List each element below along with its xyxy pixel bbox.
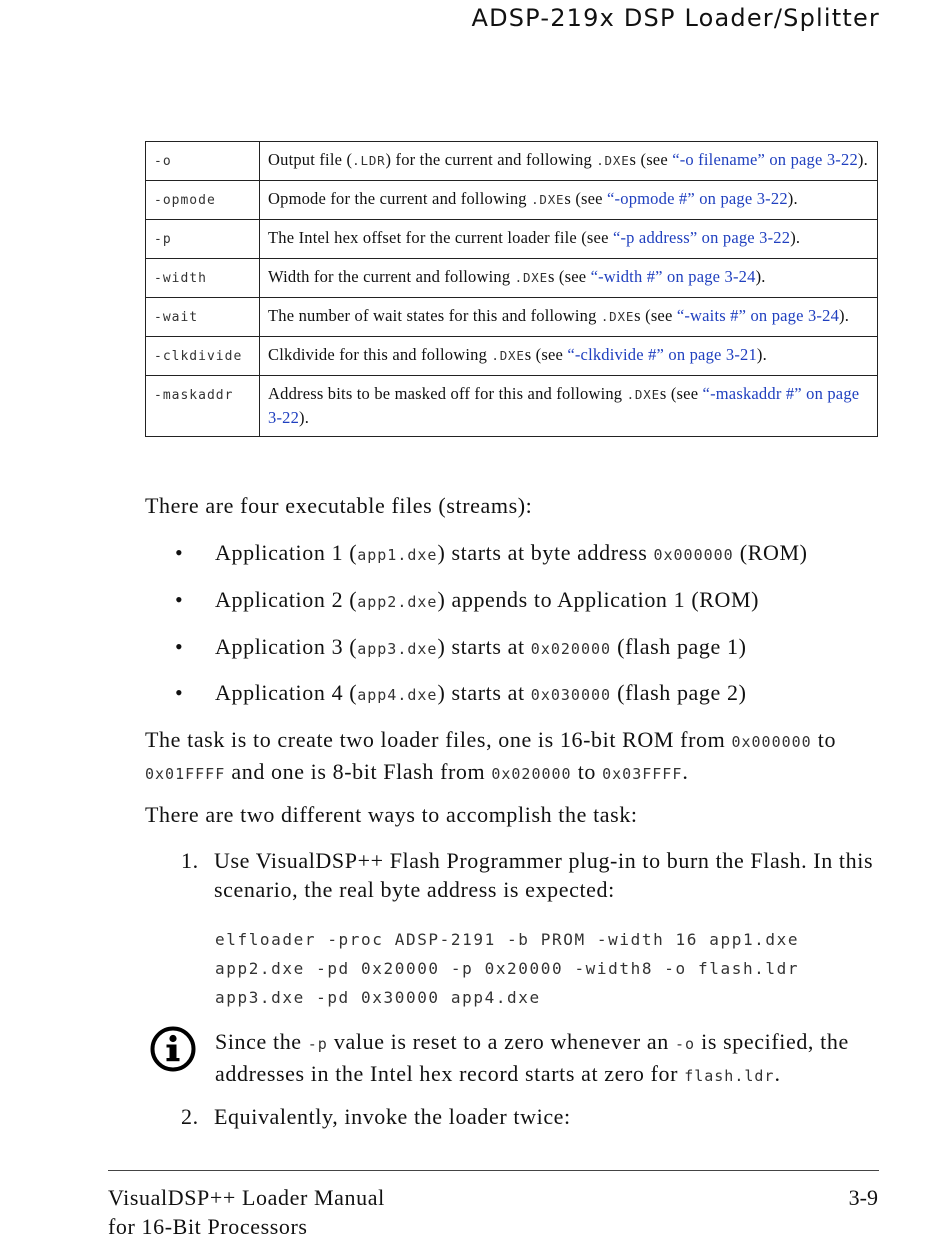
table-row — [146, 337, 878, 376]
description-cell: Opmode for the current and following .DXEs (see “-opmode #” on page 3-22). — [260, 181, 878, 220]
switch-cell: -clkdivide — [146, 337, 260, 376]
item-number: 2. — [181, 1104, 199, 1129]
description-cell: The Intel hex offset for the current loader file (see “-p address” on page 3-22). — [260, 220, 878, 259]
item-text: Use VisualDSP++ Flash Programmer plug-in to burn the Flash. In this scenario, the real byte address is expected: — [214, 848, 874, 902]
bullet-glyph: • — [175, 587, 184, 612]
table-row — [146, 181, 878, 220]
switch-table — [145, 141, 878, 437]
bullet-glyph: • — [175, 680, 184, 705]
switch-cell: -o — [146, 142, 260, 181]
table-row — [146, 259, 878, 298]
bullet-glyph: • — [175, 634, 184, 659]
footer-manual-title: VisualDSP++ Loader Manual for 16-Bit Processors — [108, 1185, 385, 1239]
item-text: Equivalently, invoke the loader twice: — [214, 1104, 571, 1129]
code-block — [215, 925, 799, 1012]
footer-divider — [108, 1170, 879, 1171]
bullet-glyph: • — [175, 540, 184, 565]
description-cell: Output file (.LDR) for the current and following .DXEs (see “-o filename” on page 3-22). — [260, 142, 878, 181]
code-line: app2.dxe -pd 0x20000 -p 0x20000 -width8 -o flash.ldr — [215, 959, 800, 978]
switch-cell: -maskaddr — [146, 376, 260, 437]
table-row — [146, 298, 878, 337]
switch-cell: -wait — [146, 298, 260, 337]
switch-cell: -opmode — [146, 181, 260, 220]
task-paragraph: The task is to create two loader files, one is 16-bit ROM from 0x000000 to 0x01FFFF and one is 8-bit Flash from 0x020000 to 0x03FFFF. — [145, 727, 837, 784]
cross-reference-link[interactable]: “-maskaddr #” on page 3-22 — [268, 384, 860, 427]
code-line: app3.dxe -pd 0x30000 app4.dxe — [215, 988, 541, 1007]
cross-reference-link[interactable]: “-opmode #” on page 3-22 — [607, 189, 788, 208]
item-number: 1. — [181, 848, 199, 873]
note-text: Since the -p value is reset to a zero whenever an -o is specified, the addresses in the Intel hex record starts at zero for flash.ldr. — [215, 1029, 849, 1086]
cross-reference-link[interactable]: “-o filename” on page 3-22 — [672, 150, 858, 169]
page-number: 3-9 — [848, 1185, 878, 1210]
ways-paragraph: There are two different ways to accomplish the task: — [145, 802, 638, 827]
info-icon — [150, 1026, 196, 1072]
cross-reference-link[interactable]: “-width #” on page 3-24 — [590, 267, 756, 286]
table-row — [146, 220, 878, 259]
table-row — [146, 142, 878, 181]
description-cell: Address bits to be masked off for this and following .DXEs (see “-maskaddr #” on page 3-22). — [260, 376, 878, 437]
code-line: elfloader -proc ADSP-2191 -b PROM -width 16 app1.dxe — [215, 930, 800, 949]
switch-cell: -p — [146, 220, 260, 259]
description-cell: Width for the current and following .DXEs (see “-width #” on page 3-24). — [260, 259, 878, 298]
running-header: ADSP-219x DSP Loader/Splitter — [471, 4, 880, 32]
cross-reference-link[interactable]: “-clkdivide #” on page 3-21 — [567, 345, 757, 364]
table-row — [146, 376, 878, 437]
intro-paragraph: There are four executable files (streams): — [145, 493, 533, 518]
description-cell: The number of wait states for this and following .DXEs (see “-waits #” on page 3-24). — [260, 298, 878, 337]
cross-reference-link[interactable]: “-p address” on page 3-22 — [612, 228, 791, 247]
cross-reference-link[interactable]: “-waits #” on page 3-24 — [676, 306, 840, 325]
description-cell: Clkdivide for this and following .DXEs (see “-clkdivide #” on page 3-21). — [260, 337, 878, 376]
switch-cell: -width — [146, 259, 260, 298]
